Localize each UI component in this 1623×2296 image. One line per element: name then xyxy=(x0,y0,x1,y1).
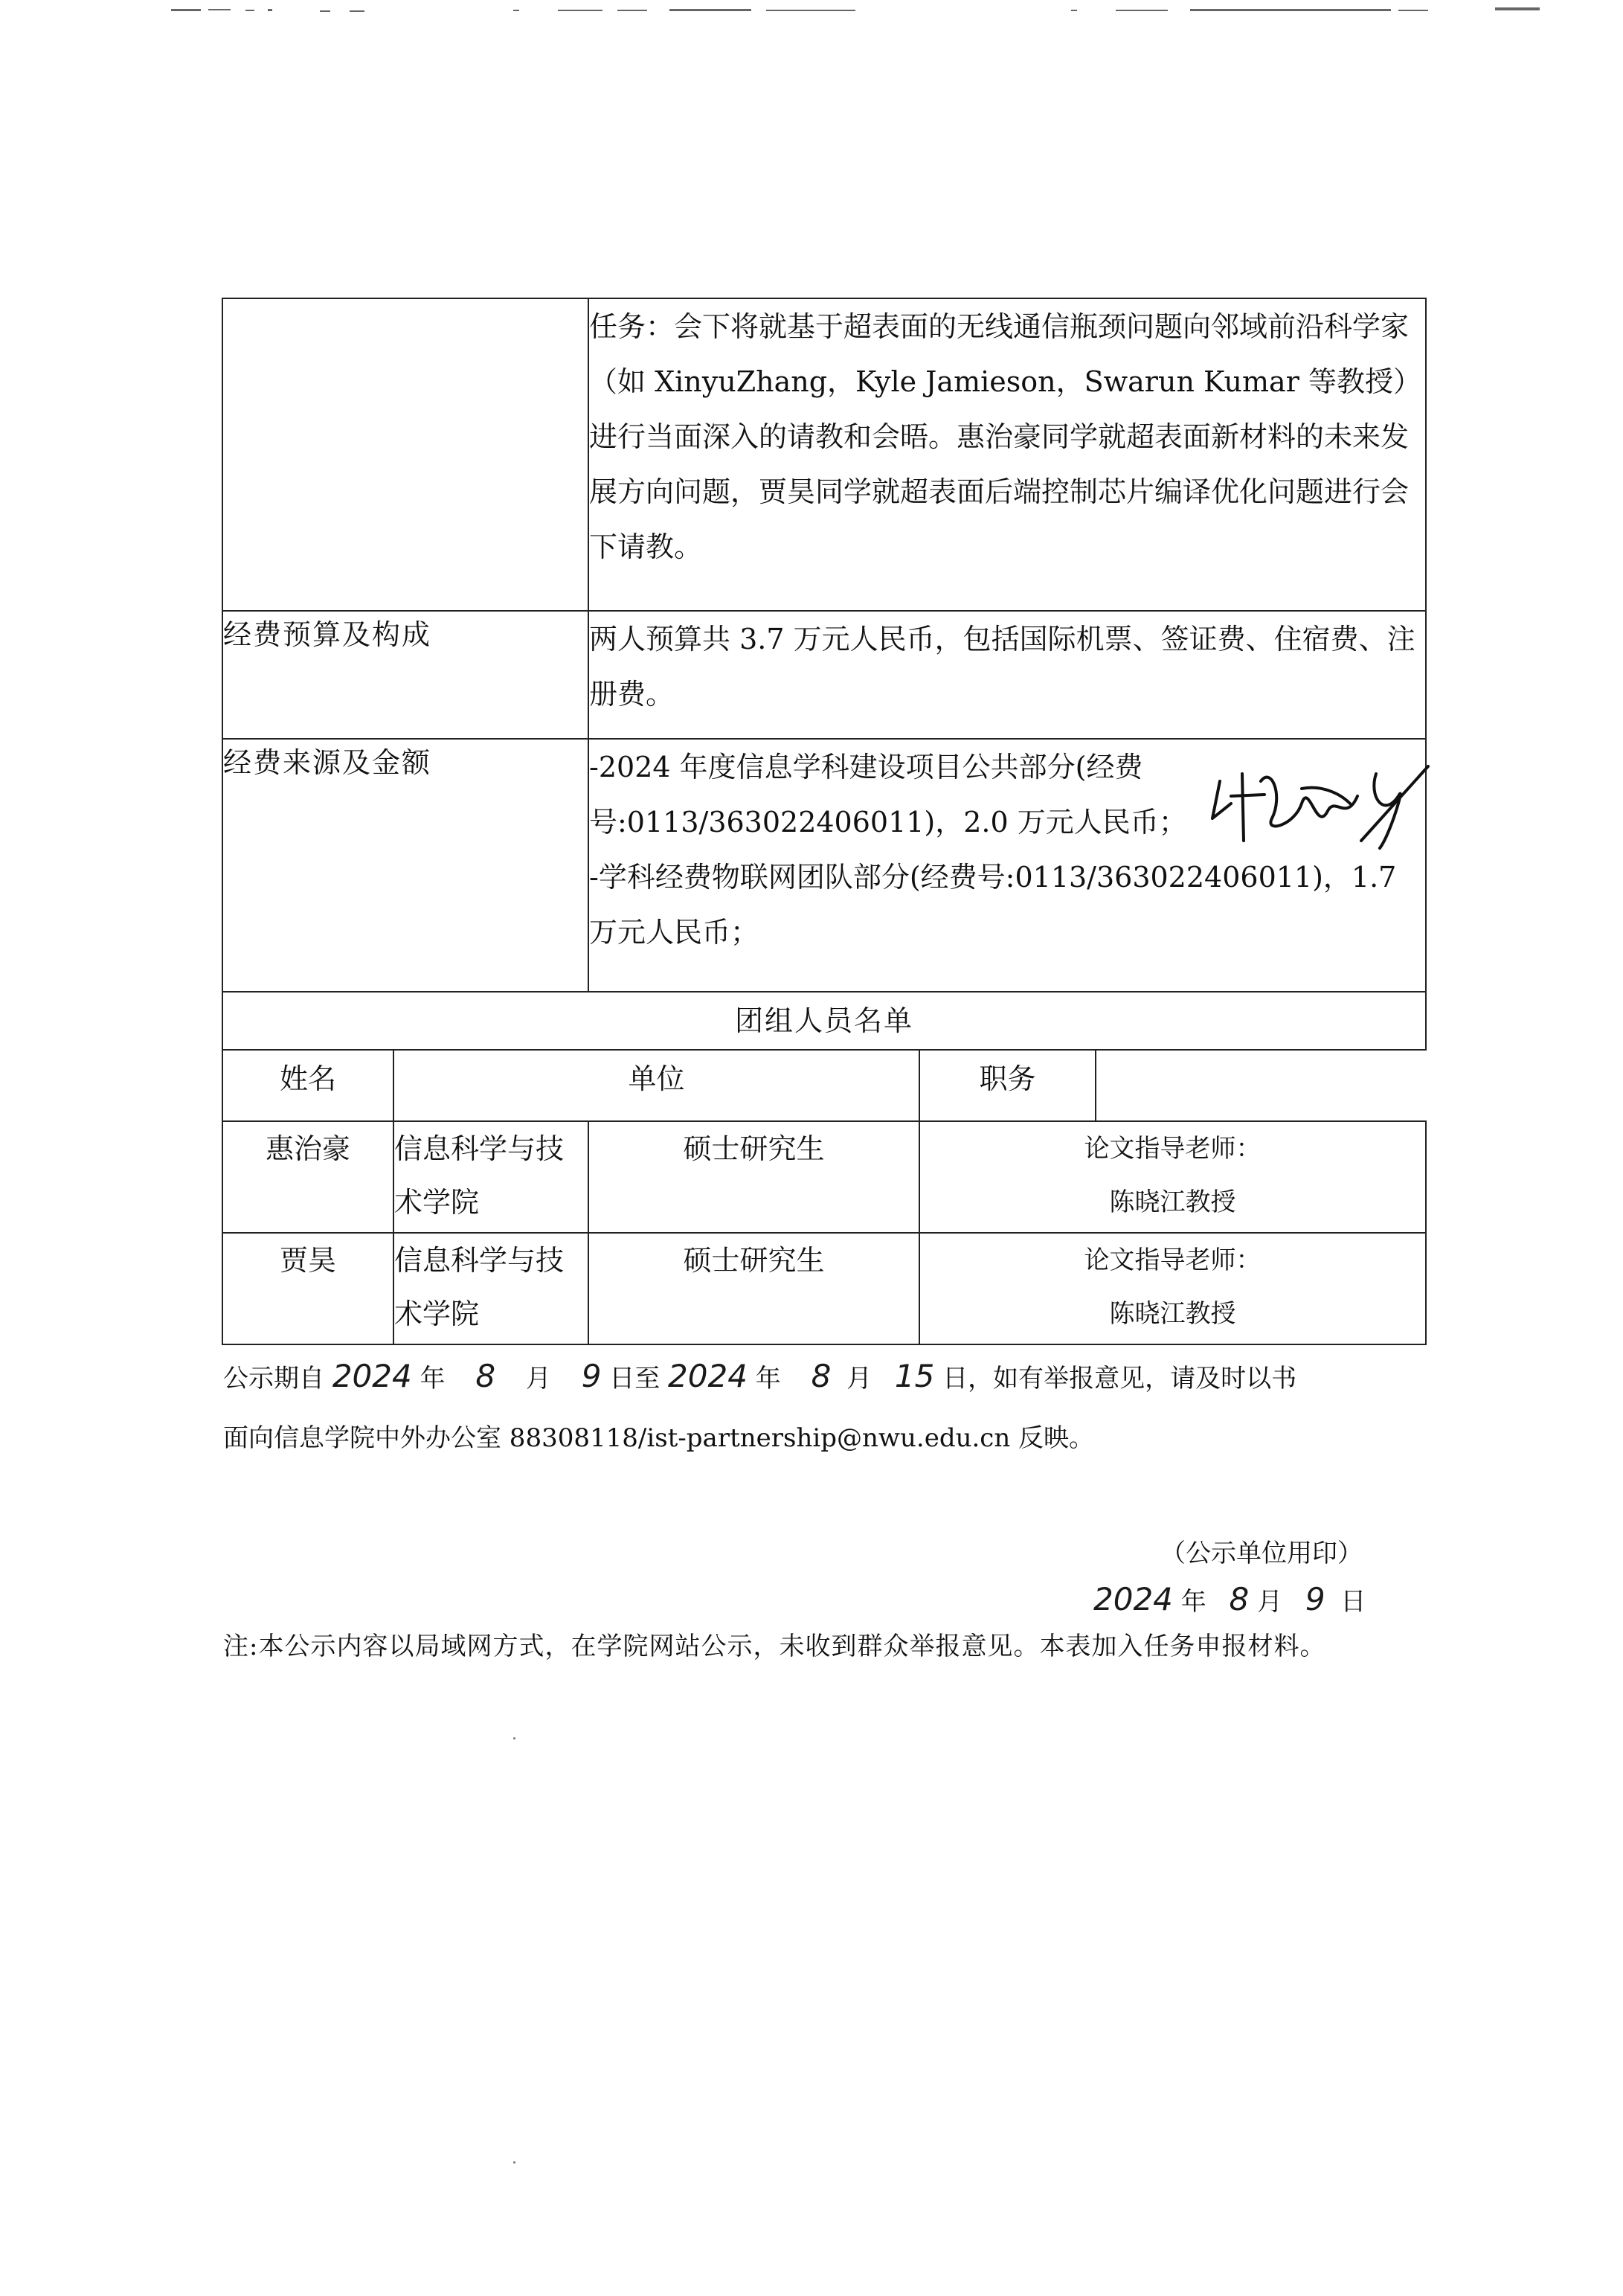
footnote: 注:本公示内容以局域网方式，在学院网站公示，未收到群众举报意见。本表加入任务申报材料。 xyxy=(223,1632,1326,1661)
column-header-name: 姓名 xyxy=(222,1050,393,1121)
notice-start-day: 9 xyxy=(581,1358,602,1394)
table-row xyxy=(222,1233,1426,1344)
budget-cell xyxy=(588,611,1426,739)
note-line: 论文指导老师： xyxy=(1084,1134,1262,1164)
member-position: 硕士研究生 xyxy=(588,1121,919,1233)
notice-year-char: 年 xyxy=(420,1364,446,1394)
stamp-month-char: 月 xyxy=(1257,1587,1283,1617)
member-unit: 信息科学与技术学院 xyxy=(393,1233,588,1344)
member-unit: 信息科学与技术学院 xyxy=(393,1121,588,1233)
task-text: 任务：会下将就基于超表面的无线通信瓶颈问题向邻域前沿科学家（如 XinyuZhang，Kyle Jamieson，Swarun Kumar 等教授）进行当面深入的请教和会晤。惠治豪同学就超表面新材料的未来发展方向问题，贾昊同学就超表面后端控制芯片编译优化问题进行会下请教。 xyxy=(589,310,1421,563)
column-header-unit: 单位 xyxy=(393,1050,919,1121)
member-name: 惠治豪 xyxy=(222,1121,393,1233)
stamp-year-char: 年 xyxy=(1180,1587,1206,1617)
member-note xyxy=(919,1121,1426,1233)
budget-label: 经费预算及构成 xyxy=(222,611,588,739)
notice-month-char: 月 xyxy=(525,1364,551,1394)
source-line: -2024 年度信息学科建设项目公共部分(经费号:0113/363022406011)，2.0 万元人民币； xyxy=(589,751,1187,838)
stamp-month: 8 xyxy=(1229,1581,1250,1617)
notice-to-text: 日至 xyxy=(609,1364,661,1394)
notice-line-2: 面向信息学院中外办公室 88308118/ist-partnership@nwu.edu.cn 反映。 xyxy=(223,1423,1095,1453)
scan-noise-strip xyxy=(0,0,1623,22)
scan-speck xyxy=(513,2161,515,2164)
scan-speck xyxy=(513,1737,515,1739)
member-position: 硕士研究生 xyxy=(588,1233,919,1344)
notice-end-day: 15 xyxy=(894,1358,935,1394)
notice-year-char: 年 xyxy=(755,1364,781,1394)
notice-line-1 xyxy=(223,1358,1296,1394)
task-label-cell xyxy=(222,298,588,611)
source-line: -学科经费物联网团队部分(经费号:0113/363022406011)，1.7 万元人民币； xyxy=(589,861,1397,949)
note-line: 陈晓江教授 xyxy=(1109,1299,1236,1329)
budget-text: 两人预算共 3.7 万元人民币，包括国际机票、签证费、住宿费、注册费。 xyxy=(589,623,1415,711)
note-line: 论文指导老师： xyxy=(1084,1245,1262,1275)
notice-end-year: 2024 xyxy=(668,1358,748,1394)
stamp-day: 9 xyxy=(1305,1581,1325,1617)
notice-month-char: 月 xyxy=(846,1364,872,1394)
notice-prefix: 公示期自 xyxy=(223,1364,324,1394)
roster-title: 团组人员名单 xyxy=(222,992,1426,1050)
task-cell xyxy=(588,298,1426,611)
handwritten-signature xyxy=(1190,751,1436,863)
table-row xyxy=(222,1121,1426,1233)
stamp-day-char: 日 xyxy=(1340,1587,1366,1617)
source-label: 经费来源及金额 xyxy=(222,739,588,992)
note-line: 陈晓江教授 xyxy=(1109,1187,1236,1217)
column-header-position: 职务 xyxy=(919,1050,1096,1121)
notice-start-year: 2024 xyxy=(332,1358,412,1394)
notice-end-month: 8 xyxy=(811,1358,832,1394)
notice-start-month: 8 xyxy=(475,1358,496,1394)
stamp-year: 2024 xyxy=(1093,1581,1173,1617)
member-name: 贾昊 xyxy=(222,1233,393,1344)
notice-suffix: 日，如有举报意见，请及时以书 xyxy=(942,1364,1297,1394)
stamp-date xyxy=(1093,1581,1366,1617)
stamp-label: （公示单位用印） xyxy=(1160,1539,1363,1568)
member-note xyxy=(919,1233,1426,1344)
